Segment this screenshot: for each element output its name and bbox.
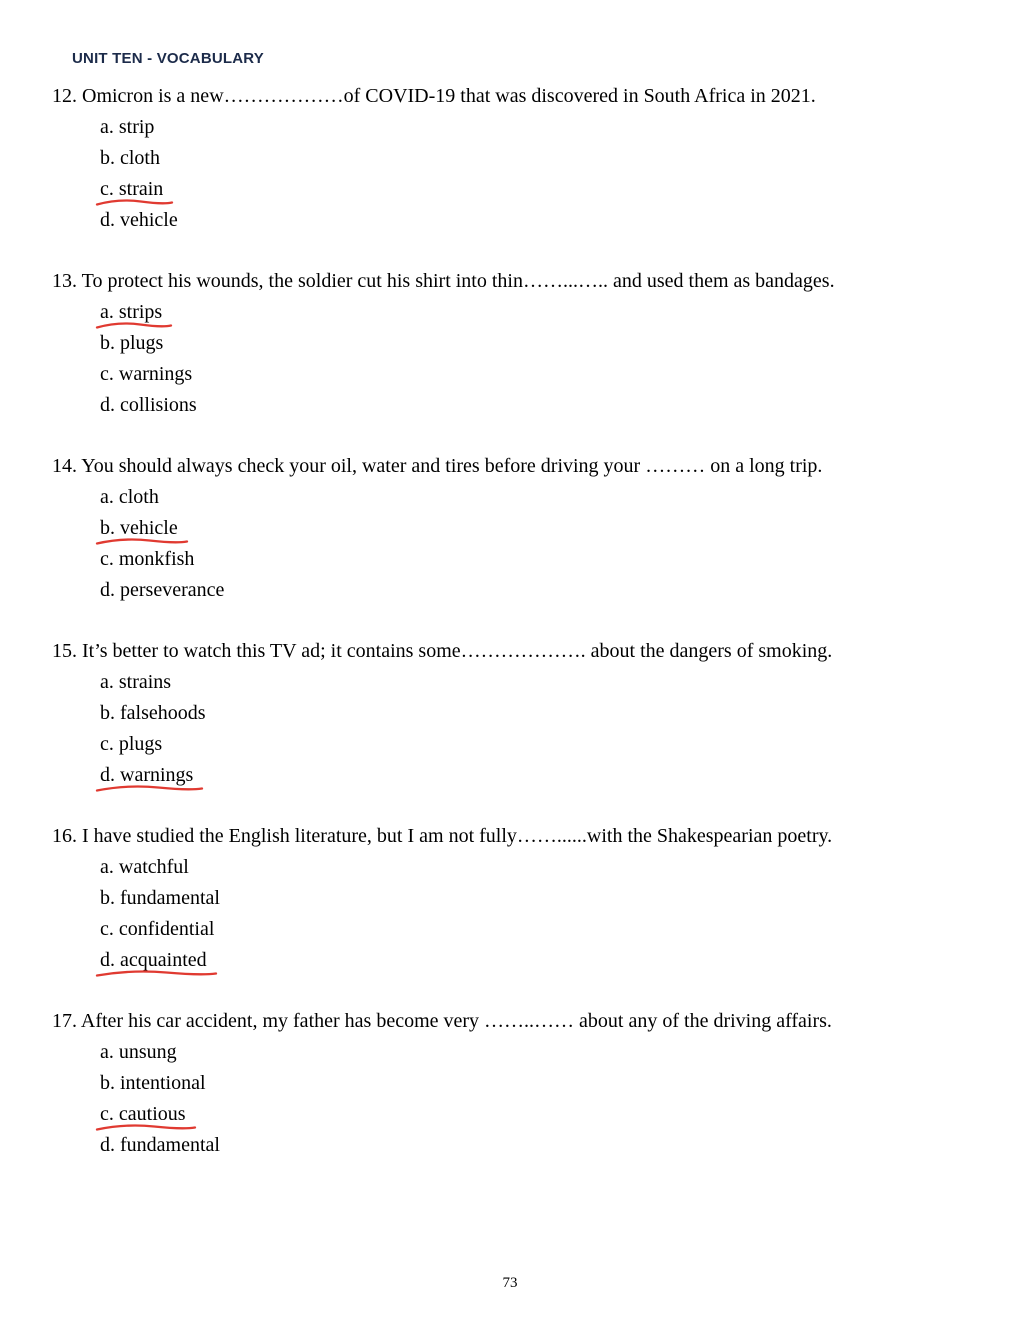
question-block <box>52 451 990 606</box>
answer-option-text: c. warnings <box>100 363 193 385</box>
answer-option-text: b. intentional <box>100 1072 206 1094</box>
answer-option <box>100 390 990 421</box>
answer-option-text: d. fundamental <box>100 1134 220 1156</box>
question-block <box>52 1006 990 1161</box>
answer-option-text: b. falsehoods <box>100 702 206 724</box>
question-text: 12. Omicron is a new………………of COVID-19 that was discovered in South Africa in 2021. <box>52 85 816 107</box>
answer-option-text: d. perseverance <box>100 579 225 601</box>
answer-option <box>100 945 990 976</box>
answer-option <box>100 174 990 205</box>
question-text: 13. To protect his wounds, the soldier cut his shirt into thin……...….. and used them as bandages. <box>52 270 835 292</box>
answer-option <box>100 544 990 575</box>
answer-option <box>100 297 990 328</box>
answer-options <box>100 112 990 236</box>
answer-options <box>100 482 990 606</box>
answer-option <box>100 575 990 606</box>
page-number: 73 <box>502 1275 518 1291</box>
questions <box>52 81 990 1161</box>
answer-option-text: b. plugs <box>100 332 164 354</box>
answer-option-text: c. confidential <box>100 918 215 940</box>
answer-option-text: b. vehicle <box>100 517 178 539</box>
answer-option-text: c. monkfish <box>100 548 195 570</box>
document-header: UNIT TEN - VOCABULARY <box>72 50 264 67</box>
answer-option <box>100 359 990 390</box>
answer-option-text: a. unsung <box>100 1041 177 1063</box>
question-text: 15. It’s better to watch this TV ad; it contains some………………. about the dangers of smoking. <box>52 640 833 662</box>
answer-option-text: a. strains <box>100 671 172 693</box>
answer-option <box>100 883 990 914</box>
question-block <box>52 821 990 976</box>
answer-option <box>100 328 990 359</box>
question-text: 16. I have studied the English literature, but I am not fully……......with the Shakespearian poetry. <box>52 825 833 847</box>
answer-option-text: d. collisions <box>100 394 197 416</box>
answer-option <box>100 729 990 760</box>
answer-option <box>100 914 990 945</box>
answer-option <box>100 1099 990 1130</box>
answer-option <box>100 760 990 791</box>
answer-options <box>100 852 990 976</box>
answer-option-text: d. acquainted <box>100 949 207 971</box>
answer-options <box>100 667 990 791</box>
answer-option <box>100 852 990 883</box>
answer-options <box>100 1037 990 1161</box>
answer-options <box>100 297 990 421</box>
answer-option-text: c. strain <box>100 178 164 200</box>
answer-option <box>100 112 990 143</box>
answer-option-text: a. strips <box>100 301 163 323</box>
question-text: 14. You should always check your oil, water and tires before driving your ……… on a long trip. <box>52 455 823 477</box>
answer-option <box>100 513 990 544</box>
answer-option <box>100 205 990 236</box>
answer-option <box>100 1068 990 1099</box>
question-block <box>52 81 990 236</box>
answer-option-text: c. cautious <box>100 1103 186 1125</box>
answer-option-text: b. cloth <box>100 147 160 169</box>
answer-option <box>100 1130 990 1161</box>
answer-option <box>100 667 990 698</box>
answer-option-text: a. cloth <box>100 486 159 508</box>
answer-option <box>100 143 990 174</box>
answer-option-text: a. watchful <box>100 856 189 878</box>
answer-option-text: c. plugs <box>100 733 163 755</box>
answer-option-text: b. fundamental <box>100 887 220 909</box>
answer-option-text: d. warnings <box>100 764 194 786</box>
answer-option <box>100 698 990 729</box>
question-block <box>52 636 990 791</box>
answer-option-text: d. vehicle <box>100 209 178 231</box>
question-block <box>52 266 990 421</box>
answer-option-text: a. strip <box>100 116 155 138</box>
question-text: 17. After his car accident, my father has become very ……..…… about any of the driving affairs. <box>52 1010 832 1032</box>
answer-option <box>100 1037 990 1068</box>
answer-option <box>100 482 990 513</box>
